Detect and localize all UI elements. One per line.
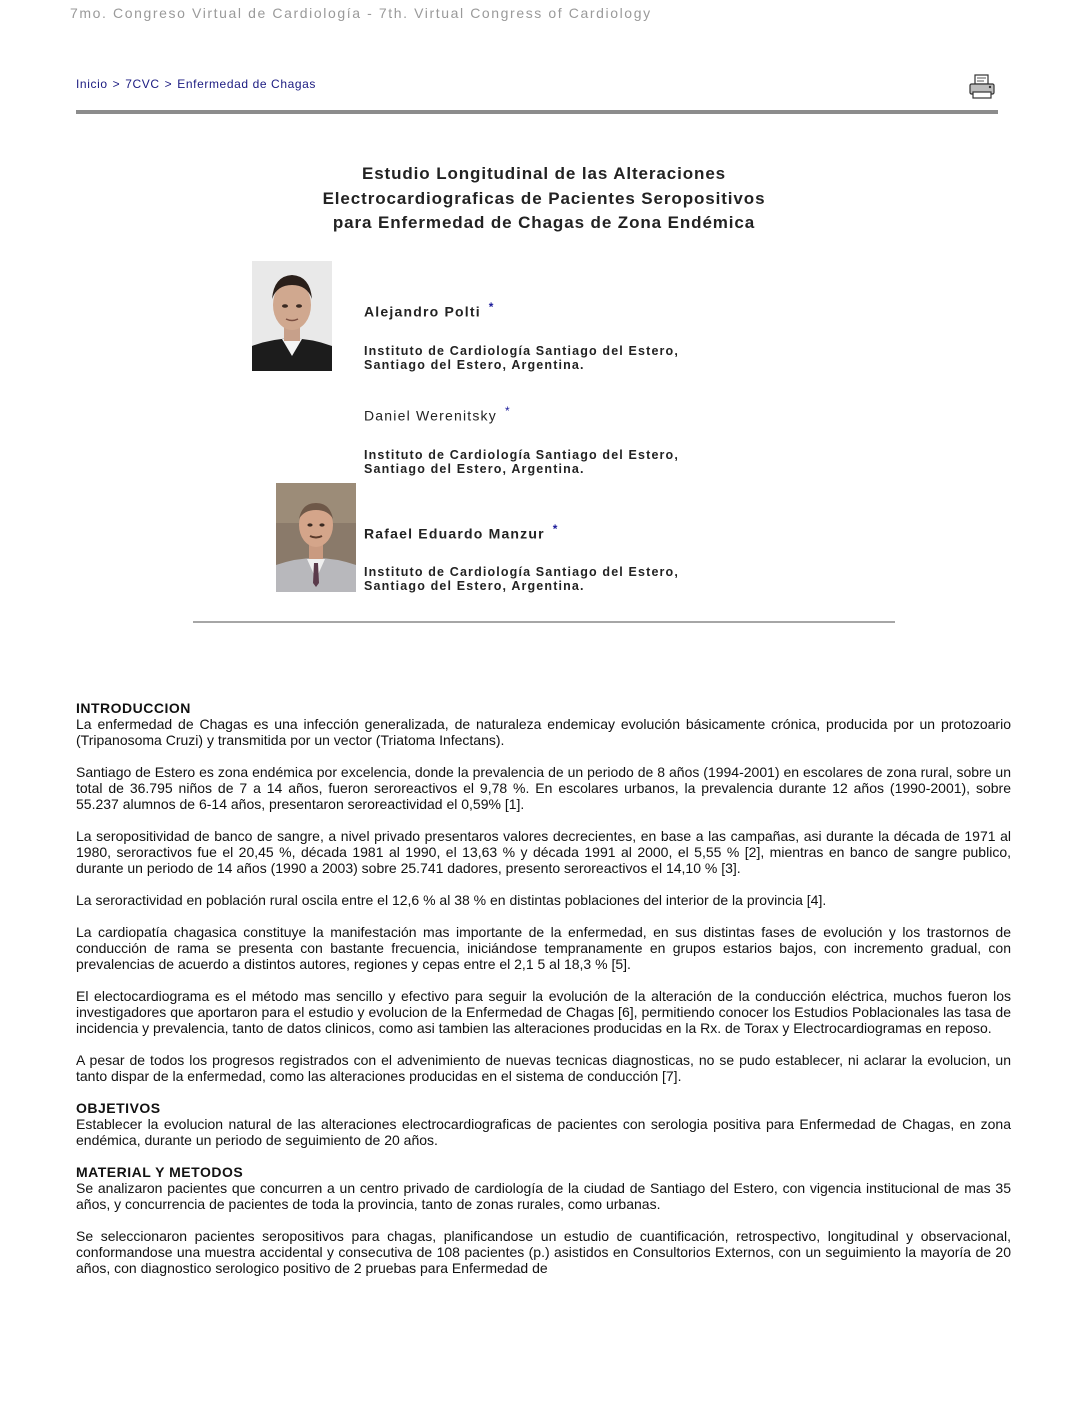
title-line: para Enfermedad de Chagas de Zona Endémica <box>332 213 756 232</box>
author-affiliation-manzur <box>364 565 679 593</box>
section-heading-material: MATERIAL Y METODOS <box>76 1164 244 1180</box>
affiliation-line: Instituto de Cardiología Santiago del Estero, <box>364 344 679 358</box>
paragraph: A pesar de todos los progresos registrados con el advenimiento de nuevas tecnicas diagnosticas, no se pudo establecer, ni aclarar la evolucion, un tanto dispar de la enfermedad, como las alteraciones producidas en el sistema de conducción [7]. <box>76 1052 1011 1084</box>
paragraph: La seropositividad de banco de sangre, a nivel privado presentaros valores decrecientes, en base a las campañas, asi durante la década de 1971 al 1980, seroractivos fue el 20,45 %, década 1981 al 1990, el 13,63 % y década 1991 al 2000, el 5,55 % [2], mientras en banco de sangre publico, durante un periodo de 14 años (1990 a 2003) sobre 25.741 dadores, presento seroreactivos el 14,10 % [3]. <box>76 828 1011 876</box>
article-title <box>200 162 888 236</box>
author-marker[interactable]: * <box>488 300 495 314</box>
author-name: Rafael Eduardo Manzur <box>364 525 545 542</box>
author-name-werenitsky <box>364 404 511 424</box>
author-photo-polti <box>252 261 332 371</box>
author-name-manzur <box>364 522 559 542</box>
section-heading-objetivos: OBJETIVOS <box>76 1100 161 1116</box>
authors-divider <box>193 621 895 623</box>
section-heading-introduccion: INTRODUCCION <box>76 700 191 716</box>
author-marker[interactable]: * <box>504 404 511 418</box>
paragraph: La seroractividad en población rural oscila entre el 12,6 % al 38 % en distintas poblaciones del interior de la provincia [4]. <box>76 892 827 908</box>
breadcrumb-separator: > <box>164 77 173 91</box>
running-header: 7mo. Congreso Virtual de Cardiología - 7th. Virtual Congress of Cardiology <box>70 5 652 21</box>
paragraph: La cardiopatía chagasica constituye la manifestación mas importante de la enfermedad, en sus distintas fases de evolución y los trastornos de conducción de rama se presenta con bastante frecuencia, iniciándose tempranamente en grupos estarios bajos, con incremento gradual, con prevalencias de acuerdo a distintos autores, regiones y cepas entre el 2,1 5 al 18,3 % [5]. <box>76 924 1011 972</box>
title-line: Estudio Longitudinal de las Alteraciones <box>361 164 727 183</box>
paragraph: Establecer la evolucion natural de las alteraciones electrocardiograficas de pacientes con serologia positiva para Enfermedad de Chagas, en zona endémica, durante un periodo de seguimiento de 20 años. <box>76 1116 1011 1148</box>
affiliation-line: Instituto de Cardiología Santiago del Estero, <box>364 565 679 579</box>
affiliation-line: Instituto de Cardiología Santiago del Estero, <box>364 448 679 462</box>
title-line: Electrocardiograficas de Pacientes Seropositivos <box>322 188 766 208</box>
breadcrumb-link-chagas[interactable]: Enfermedad de Chagas <box>177 77 317 91</box>
author-name: Daniel Werenitsky <box>364 407 497 424</box>
author-affiliation-polti <box>364 344 679 372</box>
paragraph: La enfermedad de Chagas es una infección generalizada, de naturaleza endemicay evolución básicamente crónica, producida por un protozoario (Tripanosoma Cruzi) y transmitida por un vector (Triatoma Infectans). <box>76 716 1011 748</box>
author-marker[interactable]: * <box>552 522 559 536</box>
affiliation-line: Santiago del Estero, Argentina. <box>364 462 585 476</box>
paragraph: Se seleccionaron pacientes seropositivos para chagas, planificandose un estudio de cuantificación, retrospectivo, longitudinal y observacional, conformandose una muestra accidental y consecutiva de 108 pacientes (p.) asistidos en Consultorios Externos, con un seguimiento la mayoría de 20 años, con diagnostico serologico positivo de 2 pruebas para Enfermedad de <box>76 1228 1011 1276</box>
article-body <box>76 700 1011 1292</box>
author-name-polti <box>364 300 495 320</box>
paragraph: El electocardiograma es el método mas sencillo y efectivo para seguir la evolución de la alteración de la conducción eléctrica, muchos fueron los investigadores que aportaron para el estudio y evolucion de la Enfermedad de Chagas [6], permitiendo conocer los Estudios Poblacionales las tasa de incidencia y prevalencia, tanto de datos clinicos, como asi tambien las alteraciones producidas en la Rx. de Torax y Electrocardiogramas en reposo. <box>76 988 1011 1036</box>
breadcrumb-link-inicio[interactable]: Inicio <box>76 77 108 91</box>
author-photo-manzur <box>276 483 356 592</box>
header-divider <box>76 110 998 114</box>
affiliation-line: Santiago del Estero, Argentina. <box>364 358 585 372</box>
breadcrumb-separator: > <box>112 77 121 91</box>
breadcrumb-link-7cvc[interactable]: 7CVC <box>125 77 160 91</box>
author-affiliation-werenitsky <box>364 448 679 476</box>
affiliation-line: Santiago del Estero, Argentina. <box>364 579 585 593</box>
printer-icon[interactable] <box>968 74 996 100</box>
paragraph: Santiago de Estero es zona endémica por excelencia, donde la prevalencia de un periodo de 8 años (1994-2001) en escolares de zona rural, sobre un total de 36.795 niños de 7 a 14 años, fueron seroreactivos el 9,78 %. En escolares urbanos, la prevalencia durante 12 años (1990-2001), sobre 55.237 alumnos de 6-14 años, presentaron seroreactividad el 0,59% [1]. <box>76 764 1011 812</box>
author-name: Alejandro Polti <box>364 303 481 320</box>
breadcrumb <box>76 77 316 91</box>
paragraph: Se analizaron pacientes que concurren a un centro privado de cardiología de la ciudad de Santiago del Estero, con vigencia institucional de mas 35 años, y concurrencia de pacientes de toda la provincia, tanto de zonas rurales, como urbanas. <box>76 1180 1011 1212</box>
